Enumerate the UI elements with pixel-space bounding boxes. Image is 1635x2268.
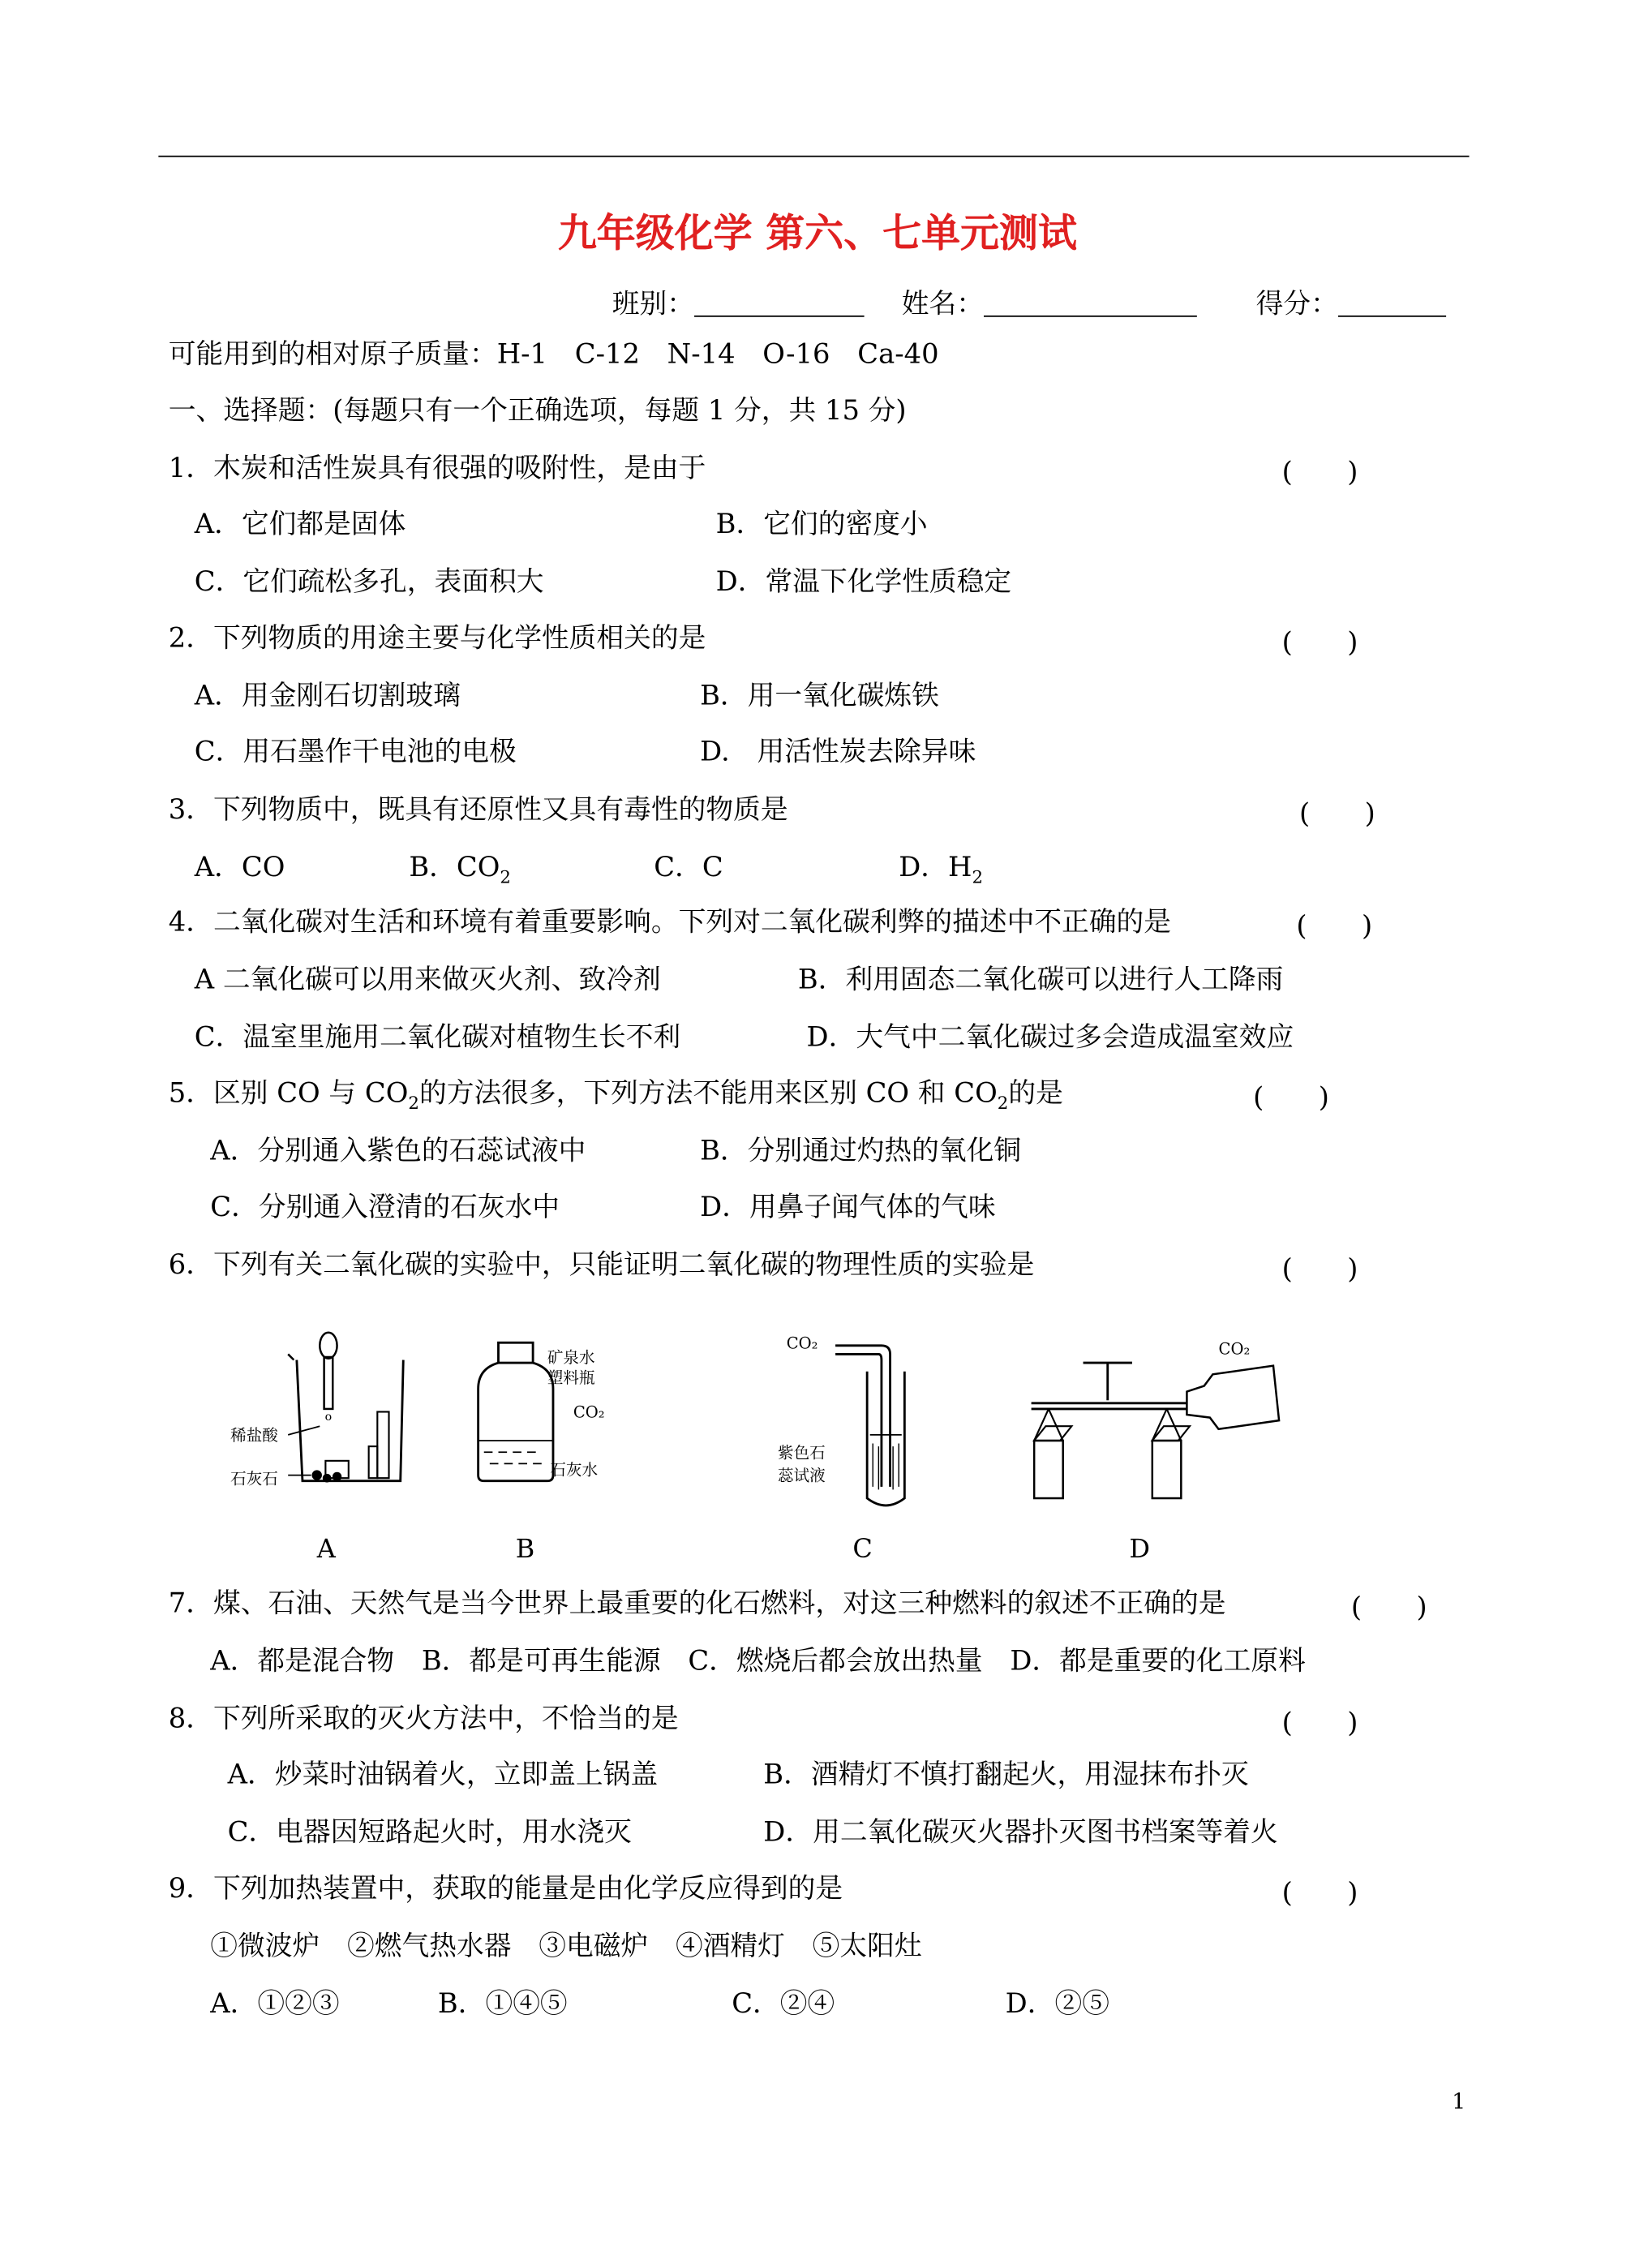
q3-option-d: D．$H_2$: [899, 851, 984, 887]
q1-option-d: D．常温下化学性质稳定: [715, 565, 1012, 599]
q2-stem: 2．下列物质的用途主要与化学性质相关的是: [168, 622, 706, 655]
figure-d-balance: [1017, 1328, 1305, 1504]
q1-option-b: B．它们的密度小: [715, 508, 928, 540]
q7-answer-paren: ( ): [1350, 1591, 1427, 1624]
figure-c-co2-label: CO₂: [786, 1334, 818, 1353]
q8-option-b: B．酒精灯不慎打翻起火，用湿抹布扑灭: [763, 1759, 1249, 1791]
q5-answer-paren: ( ): [1253, 1081, 1329, 1114]
q3-option-c: C．C: [654, 851, 723, 883]
q9-stem: 9．下列加热装置中，获取的能量是由化学反应得到的是: [168, 1872, 843, 1905]
figure-b-label: B: [515, 1534, 535, 1565]
q7-stem: 7．煤、石油、天然气是当今世界上最重要的化石燃料，对这三种燃料的叙述不正确的是: [168, 1587, 1226, 1620]
q2-answer-paren: ( ): [1281, 626, 1358, 659]
figure-a-label: A: [316, 1534, 336, 1565]
figure-b-co2-label: CO₂: [573, 1402, 605, 1422]
q5-option-b: B．分别通过灼热的氧化铜: [700, 1135, 1022, 1167]
q8-stem: 8．下列所采取的灭火方法中，不恰当的是: [168, 1703, 679, 1735]
q4-answer-paren: ( ): [1296, 910, 1373, 943]
q1-answer-paren: ( ): [1281, 456, 1358, 489]
page-number: 1: [1452, 2089, 1466, 2116]
q5-stem: 5．区别 CO 与 $CO_2$的方法很多，下列方法不能用来区别 CO 和 $CO_2$的是: [168, 1077, 1063, 1114]
score-field: 得分：: [1256, 282, 1446, 321]
q8-option-d: D．用二氧化碳灭火器扑灭图书档案等着火: [763, 1816, 1278, 1849]
q3-option-b: B．$CO_2$: [409, 851, 511, 887]
q4-stem: 4．二氧化碳对生活和环境有着重要影响。下列对二氧化碳利弊的描述中不正确的是: [168, 906, 1172, 939]
figure-c-litmus-label1: 紫色石: [778, 1443, 826, 1463]
q3-stem: 3．下列物质中，既具有还原性又具有毒性的物质是: [168, 793, 788, 826]
section-heading: 一、选择题：(每题只有一个正确选项，每题 1 分，共 15 分): [168, 394, 907, 427]
q9-option-d: D．②⑤: [1005, 1987, 1109, 2020]
q2-option-a: A．用金刚石切割玻璃: [194, 680, 461, 712]
q1-option-c: C．它们疏松多孔，表面积大: [194, 565, 544, 599]
atomic-masses: 可能用到的相对原子质量：H-1 C-12 N-14 O-16 Ca-40: [168, 338, 939, 371]
q6-stem: 6．下列有关二氧化碳的实验中，只能证明二氧化碳的物理性质的实验是: [168, 1248, 1035, 1281]
q5-option-c: C．分别通入澄清的石灰水中: [210, 1191, 560, 1223]
q2-option-b: B．用一氧化碳炼铁: [700, 680, 939, 712]
q9-option-b: B．①④⑤: [437, 1987, 568, 2020]
q6-answer-paren: ( ): [1281, 1253, 1358, 1286]
q7-options: A．都是混合物 B．都是可再生能源 C．燃烧后都会放出热量 D．都是重要的化工原料: [210, 1645, 1306, 1677]
q8-answer-paren: ( ): [1281, 1707, 1358, 1739]
q3-option-a: A．CO: [194, 851, 285, 883]
q3-answer-paren: ( ): [1298, 797, 1375, 830]
figure-a-acid-label: 稀盐酸: [230, 1426, 278, 1445]
q8-option-a: A．炒菜时油锅着火，立即盖上锅盖: [227, 1759, 659, 1791]
page-title: 九年级化学 第六、七单元测试: [557, 212, 1077, 257]
q5-option-d: D．用鼻子闻气体的气味: [700, 1191, 996, 1223]
q9-option-c: C．②④: [732, 1987, 835, 2020]
q4-option-c: C．温室里施用二氧化碳对植物生长不利: [194, 1021, 681, 1054]
class-field: 班别：: [612, 282, 865, 321]
figure-b-bottle-label2: 塑料瓶: [547, 1368, 595, 1388]
figure-b-bottle-label1: 矿泉水: [547, 1348, 595, 1368]
q4-option-b: B．利用固态二氧化碳可以进行人工降雨: [797, 964, 1284, 996]
q8-option-c: C．电器因短路起火时，用水浇灭: [227, 1816, 632, 1849]
q5-option-a: A．分别通入紫色的石蕊试液中: [210, 1135, 586, 1167]
svg-text:o: o: [324, 1411, 333, 1424]
name-blank: [984, 290, 1197, 317]
figure-c-label: C: [852, 1534, 873, 1565]
figure-d-co2-label: CO₂: [1218, 1339, 1251, 1359]
name-field: 姓名：: [902, 282, 1197, 321]
q1-stem: 1．木炭和活性炭具有很强的吸附性，是由于: [168, 452, 706, 484]
figure-a-limestone-label: 石灰石: [230, 1469, 278, 1488]
q9-option-a: A．①②③: [210, 1987, 340, 2020]
score-blank: [1338, 290, 1446, 317]
q2-option-c: C．用石墨作干电池的电极: [194, 736, 517, 768]
figure-b-limewater-label: 石灰水: [550, 1460, 599, 1480]
figure-c-test-tube: [778, 1328, 922, 1515]
figure-d-label: D: [1129, 1534, 1151, 1565]
class-blank: [694, 290, 865, 317]
q4-option-a: A 二氧化碳可以用来做灭火剂、致冷剂: [194, 964, 661, 996]
q4-option-d: D．大气中二氧化碳过多会造成温室效应: [806, 1021, 1294, 1054]
q2-option-d: D. 用活性炭去除异味: [700, 736, 976, 768]
q9-answer-paren: ( ): [1281, 1877, 1358, 1909]
top-rule: [158, 156, 1469, 157]
figure-c-litmus-label2: 蕊试液: [778, 1466, 826, 1486]
q9-items: ①微波炉 ②燃气热水器 ③电磁炉 ④酒精灯 ⑤太阳灶: [210, 1930, 922, 1962]
q1-option-a: A．它们都是固体: [194, 508, 406, 540]
